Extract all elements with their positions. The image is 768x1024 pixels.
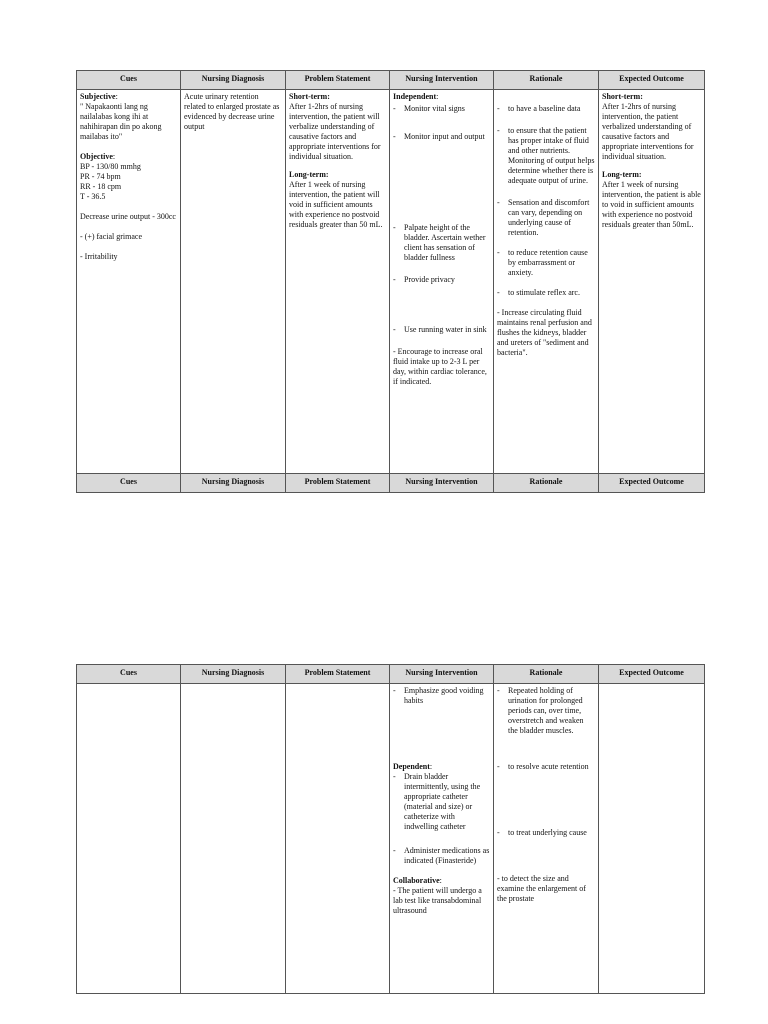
rationale-cell — [494, 90, 599, 474]
list-item: - Increase circulating fluid maintains renal perfusion and flushes the kidneys, bladder and ureters of "sediment and bacteria". — [497, 308, 592, 357]
subjective-label: Subjective — [80, 92, 116, 101]
expected-outcome-cell — [599, 90, 705, 474]
outcome-short-label: Short-term: — [602, 92, 643, 101]
footer-problem-statement: Problem Statement — [286, 474, 390, 493]
objective-label: Objective — [80, 152, 113, 161]
problem-long-text: After 1 week of nursing intervention, the patient will void in sufficient amounts with experience no postvoid residuals greater than 50 mL. — [289, 180, 383, 229]
header-nursing-diagnosis: Nursing Diagnosis — [181, 665, 286, 684]
expected-outcome-cell — [599, 684, 705, 994]
footer-cues: Cues — [77, 474, 181, 493]
outcome-long-label: Long-term: — [602, 170, 642, 179]
list-item: - to reduce retention cause by embarrassment or anxiety. — [497, 248, 588, 277]
header-nursing-intervention: Nursing Intervention — [390, 665, 494, 684]
table-row — [77, 684, 705, 994]
irritability: - Irritability — [80, 252, 118, 261]
list-item: - Emphasize good voiding habits — [393, 686, 484, 705]
header-nursing-intervention: Nursing Intervention — [390, 71, 494, 90]
intervention-cell: - Emphasize good voiding habits Dependent: - Drain bladder intermittently, using the appropriate catheter (material and size) or catheterize with indwelling catheter - Administer medications as indicated (Finasteride) Collaborative: - The patient will undergo a lab test like transabdominal ultrasound — [390, 684, 494, 994]
table-row — [77, 90, 705, 474]
list-item: - to resolve acute retention — [497, 762, 589, 771]
vital-pr: PR - 74 bpm — [80, 172, 121, 181]
header-problem-statement: Problem Statement — [286, 665, 390, 684]
problem-statement-cell — [286, 90, 390, 474]
header-problem-statement: Problem Statement — [286, 71, 390, 90]
care-plan-table-2 — [76, 664, 705, 994]
header-rationale: Rationale — [494, 665, 599, 684]
header-row — [77, 665, 705, 684]
list-item: - to treat underlying cause — [497, 828, 587, 837]
list-item: - Repeated holding of urination for prolonged periods can, over time, overstretch and weaken the bladder muscles. — [497, 686, 584, 735]
list-item: - to ensure that the patient has proper intake of fluid and other nutrients. Monitoring of output helps determine whether there is adequate output of urine. — [497, 126, 595, 185]
diagnosis-cell — [181, 90, 286, 474]
vital-bp: BP - 130/80 mmhg — [80, 162, 141, 171]
footer-nursing-intervention: Nursing Intervention — [390, 474, 494, 493]
diagnosis-cell — [181, 684, 286, 994]
header-cues: Cues — [77, 665, 181, 684]
list-item: - Provide privacy — [393, 275, 455, 284]
list-item: - Sensation and discomfort can vary, depending on underlying cause of retention. — [497, 198, 590, 237]
problem-short-text: After 1-2hrs of nursing intervention, the patient will verbalize understanding of causative factors and appropriate interventions for individual situation. — [289, 102, 381, 161]
footer-expected-outcome: Expected Outcome — [599, 474, 705, 493]
vital-rr: RR - 18 cpm — [80, 182, 122, 191]
list-item: - The patient will undergo a lab test like transabdominal ultrasound — [393, 886, 482, 915]
list-item: - Palpate height of the bladder. Ascertain wether client has sensation of bladder fullness — [393, 223, 486, 262]
list-item: - Monitor vital signs — [393, 104, 465, 113]
list-item: - Monitor input and output — [393, 132, 485, 141]
list-item: - to detect the size and examine the enlargement of the prostate — [497, 874, 586, 903]
problem-statement-cell — [286, 684, 390, 994]
subjective-text: " Napakaonti lang ng nailalabas kong ihi at nahihirapan din po akong mailabas ito" — [80, 102, 162, 141]
rationale-cell — [494, 684, 599, 994]
footer-rationale: Rationale — [494, 474, 599, 493]
intervention-cell: Independent: - Monitor vital signs - Monitor input and output - Palpate height of the bladder. Ascertain wether client has sensation of bladder fullness - Provide privacy - Use running water in sink - Encourage to increase oral fluid intake up to 2-3 L per day, within cardiac tolerance, if indicated. — [390, 90, 494, 474]
collaborative-label: Collaborative — [393, 876, 440, 885]
cues-cell — [77, 684, 181, 994]
independent-label: Independent — [393, 92, 437, 101]
problem-short-label: Short-term: — [289, 92, 330, 101]
list-item: - to have a baseline data — [497, 104, 581, 113]
footer-nursing-diagnosis: Nursing Diagnosis — [181, 474, 286, 493]
list-item: - Use running water in sink — [393, 325, 487, 334]
outcome-short-text: After 1-2hrs of nursing intervention, the patient verbalized understanding of causative factors and appropriate interventions for individual situation. — [602, 102, 694, 161]
header-expected-outcome: Expected Outcome — [599, 665, 705, 684]
header-cues: Cues — [77, 71, 181, 90]
list-item: - Encourage to increase oral fluid intake up to 2-3 L per day, within cardiac tolerance, if indicated. — [393, 347, 487, 386]
header-rationale: Rationale — [494, 71, 599, 90]
vital-temp: T - 36.5 — [80, 192, 106, 201]
list-item: - Administer medications as indicated (Finasteride) — [393, 846, 490, 865]
list-item: - Drain bladder intermittently, using the appropriate catheter (material and size) or catheterize with indwelling catheter — [393, 772, 481, 831]
list-item: - to stimulate reflex arc. — [497, 288, 580, 297]
header-expected-outcome: Expected Outcome — [599, 71, 705, 90]
outcome-long-text: After 1 week of nursing intervention, the patient is able to void in sufficient amounts with experience no postvoid residuals greater than 50mL. — [602, 180, 701, 229]
dependent-label: Dependent — [393, 762, 430, 771]
urine-output: Decrease urine output - 300cc — [80, 212, 176, 221]
diagnosis-text: Acute urinary retention related to enlarged prostate as evidenced by decrease urine output — [184, 92, 280, 131]
facial-grimace: - (+) facial grimace — [80, 232, 143, 241]
header-nursing-diagnosis: Nursing Diagnosis — [181, 71, 286, 90]
problem-long-label: Long-term: — [289, 170, 329, 179]
footer-header-row — [77, 474, 705, 493]
care-plan-table-1 — [76, 70, 705, 493]
header-row — [77, 71, 705, 90]
cues-cell: Subjective: " Napakaonti lang ng nailalabas kong ihi at nahihirapan din po akong mailabas ito" Objective: BP - 130/80 mmhg PR - 74 bpm RR - 18 cpm T - 36.5 Decrease urine output - 300cc - (+) facial grimace - Irritability — [77, 90, 181, 474]
